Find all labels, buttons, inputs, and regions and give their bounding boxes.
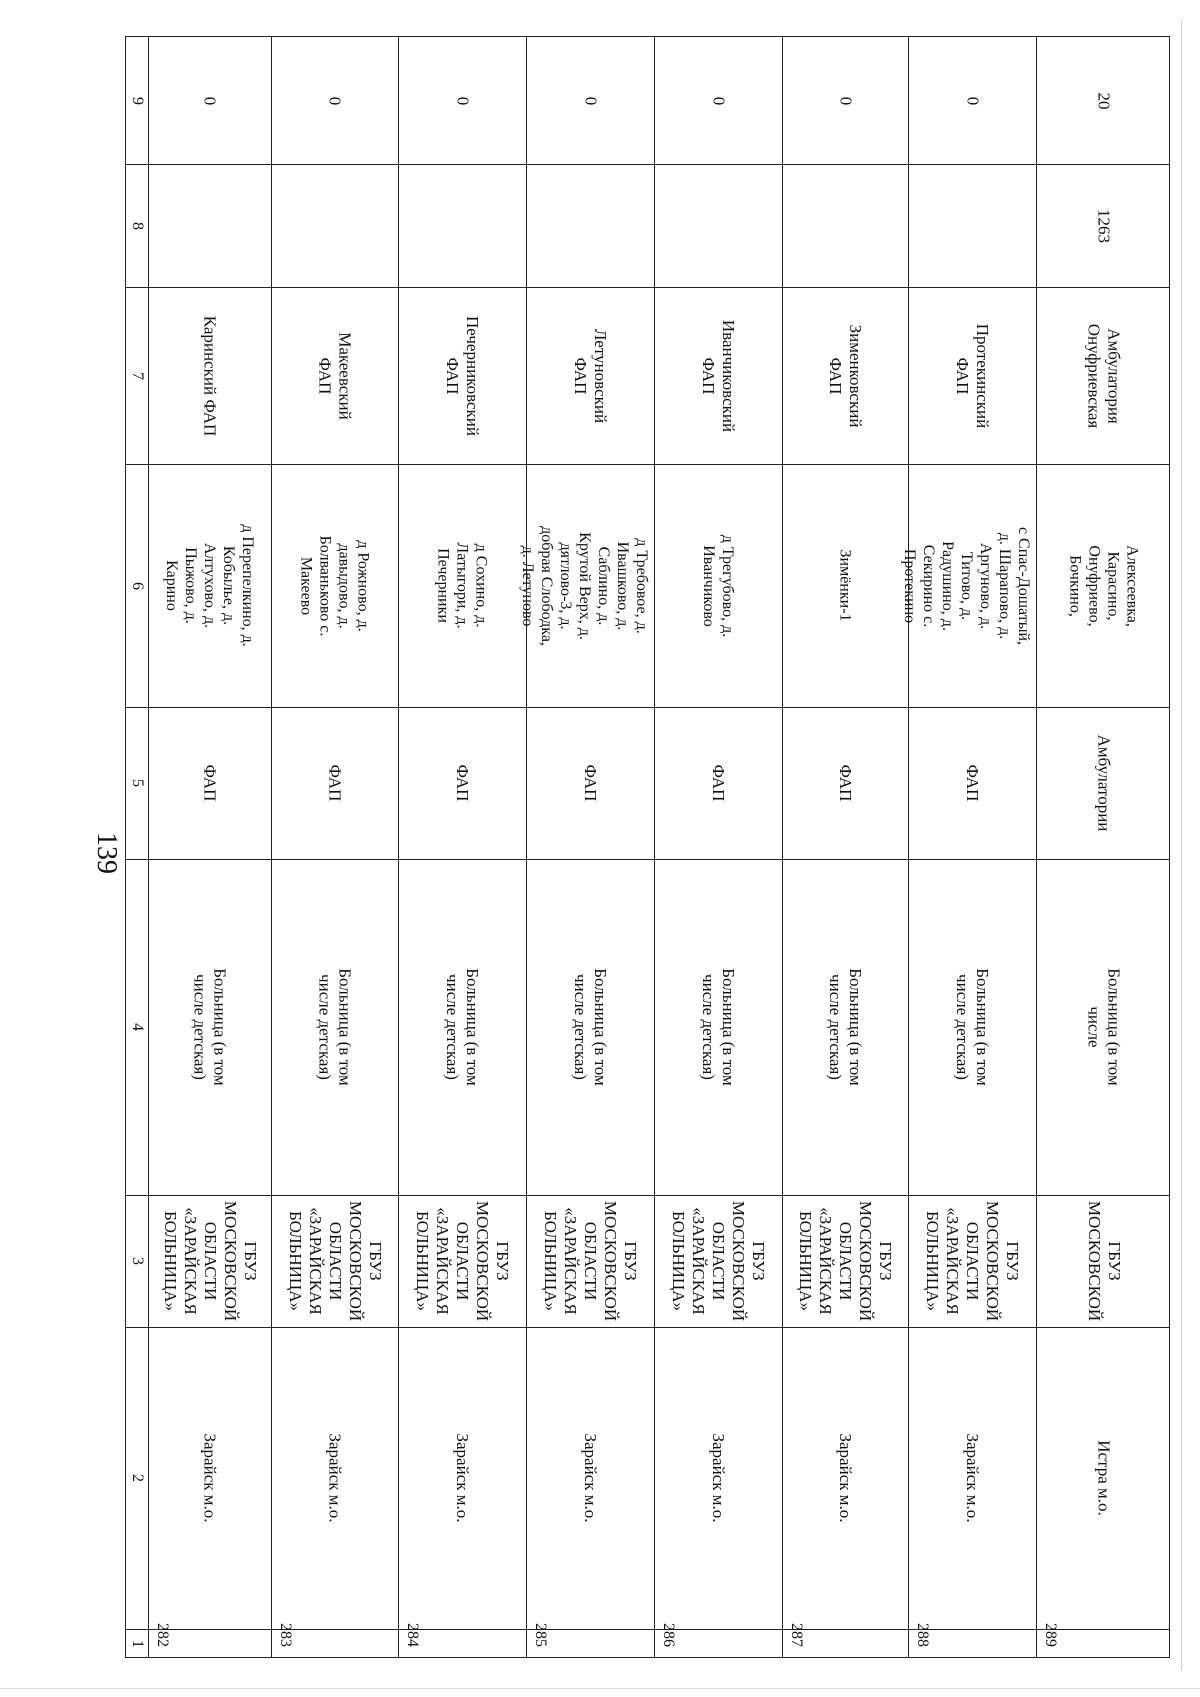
column-header-label: 9 <box>129 96 146 105</box>
table-cell <box>148 859 271 1195</box>
table-cell <box>526 859 654 1195</box>
cell-text: 0 <box>581 96 600 105</box>
table-cell <box>526 1327 654 1629</box>
table-cell <box>782 287 908 464</box>
table-cell <box>148 164 271 287</box>
table-cell <box>148 464 271 707</box>
cell-text: Амбулатории <box>1094 734 1114 832</box>
column-header-label: 3 <box>129 1257 146 1265</box>
table-cell <box>526 37 654 164</box>
table-cell <box>654 1623 782 1659</box>
cell-text: 0 <box>963 96 982 105</box>
table-cell <box>901 464 1036 707</box>
cell-text: ФАП <box>709 764 728 802</box>
column-header <box>126 859 148 1195</box>
cell-text: ФАП <box>453 764 472 802</box>
cell-text: 0 <box>836 96 855 105</box>
cell-text: Печерниковский ФАП <box>443 315 482 436</box>
cell-text: 0 <box>709 96 728 105</box>
table-cell <box>654 37 782 164</box>
cell-text: д Трегубово, д. Иванчиково <box>700 534 736 637</box>
row-number: 284 <box>404 1623 421 1647</box>
table-cell <box>654 1327 782 1629</box>
cell-text: Каринский ФАП <box>200 315 220 436</box>
cell-text: ФАП <box>963 764 982 802</box>
cell-text: ГБУЗ МОСКОВСКОЙ ОБЛАСТИ «ЗАРАЙСКАЯ БОЛЬНИЦА» <box>541 1200 640 1322</box>
cell-text: Зарайск м.о. <box>325 1433 345 1523</box>
cell-text: Летуновский ФАП <box>571 328 610 423</box>
table-cell <box>398 707 526 859</box>
cell-text: ФАП <box>200 764 220 802</box>
table-cell <box>782 37 908 164</box>
table-cell <box>782 707 908 859</box>
table-cell <box>526 1195 654 1327</box>
table-cell <box>398 287 526 464</box>
cell-text: д Рожново, д. давыдово, д. Болваньково с. Макеево <box>297 535 372 636</box>
table-cell <box>398 164 526 287</box>
table-cell <box>271 1623 398 1659</box>
cell-text: Иванчиковский ФАП <box>699 319 738 432</box>
column-header-label: 5 <box>129 779 146 787</box>
cell-text: Зарайск м.о. <box>581 1433 600 1523</box>
table-cell <box>271 1195 398 1327</box>
table-cell <box>654 464 782 707</box>
table-cell <box>1036 37 1171 164</box>
cell-text: ГБУЗ МОСКОВСКОЙ <box>1084 1200 1124 1322</box>
cell-text: 0 <box>453 96 472 105</box>
cell-text: Макеевский ФАП <box>315 331 355 420</box>
cell-text: Протекинский ФАП <box>953 323 992 428</box>
table-cell <box>1036 1327 1171 1629</box>
scan-bottom-line <box>0 1688 1200 1689</box>
table-cell <box>271 1327 398 1629</box>
cell-text: ФАП <box>581 764 600 802</box>
cell-text: Больница (в том числе детская) <box>315 968 355 1086</box>
table-cell <box>398 37 526 164</box>
table-cell <box>148 1623 271 1659</box>
cell-text: Зарайск м.о. <box>836 1433 855 1523</box>
cell-text: Зименковский ФАП <box>826 324 865 427</box>
table-cell <box>398 464 526 707</box>
column-header <box>126 287 148 464</box>
table-cell <box>1036 707 1171 859</box>
table-cell <box>908 1195 1036 1327</box>
table-cell <box>271 37 398 164</box>
table-cell <box>654 1195 782 1327</box>
cell-text: ГБУЗ МОСКОВСКОЙ ОБЛАСТИ «ЗАРАЙСКАЯ БОЛЬНИЦА» <box>923 1200 1022 1322</box>
column-header <box>126 164 148 287</box>
table-cell <box>908 859 1036 1195</box>
table-cell <box>782 1623 908 1659</box>
table-cell <box>782 164 908 287</box>
cell-text: ГБУЗ МОСКОВСКОЙ ОБЛАСТИ «ЗАРАЙСКАЯ БОЛЬНИЦА» <box>285 1200 385 1322</box>
table-cell <box>1036 859 1171 1195</box>
page-number: 139 <box>91 832 122 874</box>
cell-text: Истра м.о. <box>1094 1440 1114 1516</box>
cell-text: ФАП <box>836 764 855 802</box>
row-number: 285 <box>532 1623 549 1647</box>
table-cell <box>1036 1195 1171 1327</box>
table-cell <box>526 287 654 464</box>
cell-text: д Перепелкино, д. Кобылье, д. Алтухово, д. Пыжово, д. Карино <box>163 524 256 647</box>
column-header-label: 6 <box>129 581 146 590</box>
cell-text: с Спас-Дошатый, д. Шарапово, д. Аргуново, д. Титово, д. Радушино, д. Секирино с. Протекино <box>901 526 1032 645</box>
cell-text: Больница (в том числе детская) <box>699 968 738 1086</box>
table-cell <box>654 287 782 464</box>
table-cell <box>654 707 782 859</box>
column-header <box>126 37 148 164</box>
table-cell <box>908 707 1036 859</box>
column-header <box>126 707 148 859</box>
column-header-label: 1 <box>129 1640 146 1648</box>
column-header-label: 8 <box>129 221 146 230</box>
cell-text: д Сохино, д. Латыгори, д. Печерники <box>434 542 490 629</box>
table-cell <box>526 1623 654 1659</box>
table-cell <box>526 707 654 859</box>
cell-text: Зарайск м.о. <box>963 1433 982 1523</box>
cell-text: д Требовое, д. Ивашково, д. Саблино, д. Крутой Верх, д. дятлово-3, д. добрая Слободка, д. Летуново <box>519 525 650 646</box>
scan-edge-line <box>1181 20 1182 1670</box>
column-header <box>126 1629 148 1659</box>
table-cell <box>148 1327 271 1629</box>
table-cell <box>271 859 398 1195</box>
table-cell <box>271 707 398 859</box>
column-header-label: 7 <box>129 371 146 380</box>
table-cell <box>908 287 1036 464</box>
cell-text: ГБУЗ МОСКОВСКОЙ ОБЛАСТИ «ЗАРАЙСКАЯ БОЛЬНИЦА» <box>796 1200 895 1322</box>
table-cell <box>398 1327 526 1629</box>
table-cell <box>782 1195 908 1327</box>
cell-text: Больница (в том числе детская) <box>443 968 482 1086</box>
table-cell <box>1036 464 1171 707</box>
cell-text: 0 <box>325 96 345 105</box>
column-header <box>126 1195 148 1327</box>
column-header <box>126 1327 148 1629</box>
table-cell <box>782 859 908 1195</box>
table-cell <box>271 464 398 707</box>
cell-text: ГБУЗ МОСКОВСКОЙ ОБЛАСТИ «ЗАРАЙСКАЯ БОЛЬНИЦА» <box>669 1200 768 1322</box>
table-cell <box>398 1195 526 1327</box>
cell-text: Больница (в том числе детская) <box>826 968 865 1086</box>
cell-text: Зарайск м.о. <box>200 1433 220 1523</box>
cell-text: ГБУЗ МОСКОВСКОЙ ОБЛАСТИ «ЗАРАЙСКАЯ БОЛЬНИЦА» <box>160 1200 260 1322</box>
table-cell <box>654 859 782 1195</box>
table-cell <box>526 164 654 287</box>
cell-text: Алексеевка, Карасино, Онуфриево, Бочкино, <box>1066 544 1141 627</box>
column-header-label: 2 <box>129 1474 146 1482</box>
row-number: 282 <box>154 1623 171 1647</box>
table-cell <box>398 1623 526 1659</box>
table-cell <box>271 164 398 287</box>
cell-text: ФАП <box>325 764 345 802</box>
cell-text: ГБУЗ МОСКОВСКОЙ ОБЛАСТИ «ЗАРАЙСКАЯ БОЛЬНИЦА» <box>413 1200 512 1322</box>
row-number: 286 <box>660 1623 677 1647</box>
table-cell <box>1036 287 1171 464</box>
table-cell <box>1036 164 1171 287</box>
cell-text: Больница (в том числе детская) <box>571 968 610 1086</box>
table-cell <box>148 287 271 464</box>
row-number: 287 <box>788 1623 805 1647</box>
table-cell <box>908 1327 1036 1629</box>
cell-text: 20 <box>1094 92 1114 109</box>
row-number: 283 <box>277 1623 294 1647</box>
cell-text: Больница (в том числе <box>1084 968 1124 1086</box>
column-header <box>126 464 148 707</box>
table-cell <box>148 707 271 859</box>
cell-text: Зимёнки-1 <box>836 549 854 622</box>
column-header-label: 4 <box>129 1023 146 1031</box>
table-cell <box>148 1195 271 1327</box>
table-cell <box>271 287 398 464</box>
row-number: 288 <box>914 1623 931 1647</box>
table-cell <box>398 859 526 1195</box>
table-cell <box>782 464 908 707</box>
table-cell <box>519 464 654 707</box>
table-cell <box>782 1327 908 1629</box>
cell-text: Зарайск м.о. <box>709 1433 728 1523</box>
cell-text: 0 <box>200 96 220 105</box>
table-cell <box>654 164 782 287</box>
cell-text: Зарайск м.о. <box>453 1433 472 1523</box>
table-cell <box>908 37 1036 164</box>
row-number: 289 <box>1042 1623 1059 1647</box>
table-cell <box>908 1623 1036 1659</box>
table-cell <box>148 37 271 164</box>
table-cell <box>908 164 1036 287</box>
table-cell <box>1036 1623 1171 1659</box>
data-table <box>125 36 1170 1658</box>
cell-text: Больница (в том числе детская) <box>190 968 230 1086</box>
cell-text: Больница (в том числе детская) <box>953 968 992 1086</box>
cell-text: 1263 <box>1094 208 1114 243</box>
cell-text: Амбулатория Онуфриевская <box>1084 323 1124 428</box>
